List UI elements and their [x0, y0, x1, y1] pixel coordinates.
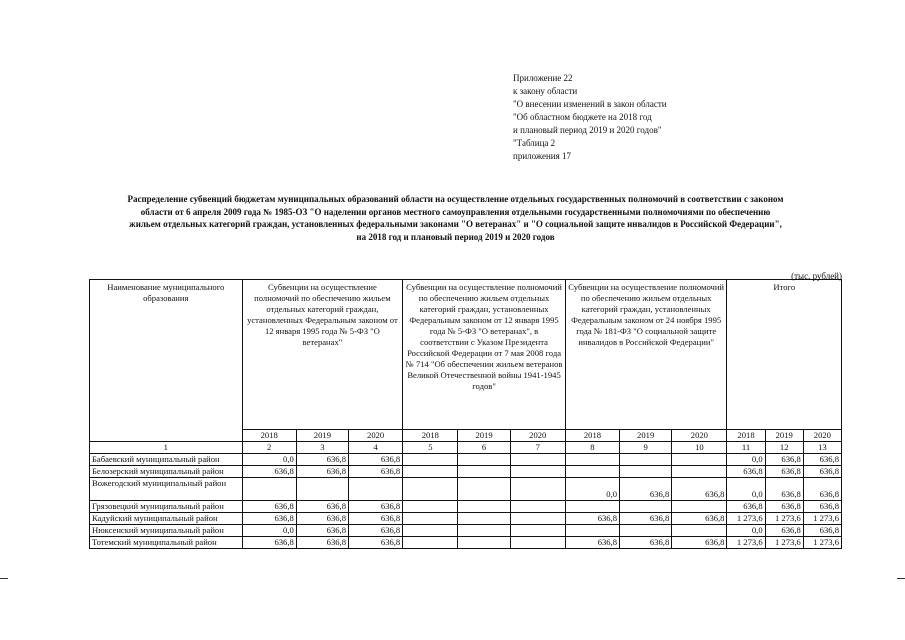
- title-line: жильем отдельных категорий граждан, установленных федеральными законами "О ветеранах" и "О социальной защите инвалидов в Российской Федерации",: [129, 219, 782, 229]
- value-cell: [403, 478, 458, 501]
- municipality-name-cell: Белозерский муниципальный район: [90, 466, 243, 478]
- value-cell: 636,8: [565, 537, 619, 549]
- value-cell: [458, 501, 510, 513]
- annex-line: приложения 17: [513, 151, 572, 161]
- table-row: [90, 501, 842, 513]
- subvention-table: [89, 279, 842, 549]
- value-cell: [510, 501, 565, 513]
- municipality-name-cell: Грязовецкий муниципальный район: [90, 501, 243, 513]
- table-row: [90, 478, 842, 501]
- value-cell: 1 273,6: [803, 537, 841, 549]
- annex-line: "Таблица 2: [513, 138, 556, 148]
- value-cell: 636,8: [620, 478, 672, 501]
- table-row: [90, 513, 842, 525]
- value-cell: [403, 454, 458, 466]
- year-header-cell: 2019: [620, 430, 672, 442]
- value-cell: 636,8: [242, 466, 296, 478]
- value-cell: 636,8: [349, 501, 403, 513]
- year-header-cell: 2018: [403, 430, 458, 442]
- value-cell: 636,8: [803, 525, 841, 537]
- value-cell: 636,8: [296, 537, 348, 549]
- year-header-cell: 2019: [765, 430, 803, 442]
- value-cell: [349, 478, 403, 501]
- table-row: [90, 525, 842, 537]
- title-line: на 2018 год и плановый период 2019 и 2020 годов: [356, 231, 555, 242]
- group-header-wwii-veterans: Субвенции на осуществление полномочий по обеспечению жильем отдельных категорий граждан, установленных Федеральным законом от 12 января 1995 года № 5-ФЗ "О ветеранах", в соответствии с Указом Президента Российской Федерации от 7 мая 2008 года № 714 "Об обеспечении жильем ветеранов Великой Отечественной войны 1941-1945 годов": [403, 280, 566, 430]
- value-cell: [565, 466, 619, 478]
- column-number-cell: 5: [403, 442, 458, 454]
- value-cell: 1 273,6: [803, 513, 841, 525]
- value-cell: 636,8: [349, 466, 403, 478]
- municipality-name-cell: Бабаевский муниципальный район: [90, 454, 243, 466]
- column-number-cell: 6: [458, 442, 510, 454]
- value-cell: 1 273,6: [765, 537, 803, 549]
- value-cell: 636,8: [727, 501, 765, 513]
- value-cell: 636,8: [296, 466, 348, 478]
- municipality-name-cell: Кадуйский муниципальный район: [90, 513, 243, 525]
- value-cell: [403, 466, 458, 478]
- value-cell: [510, 513, 565, 525]
- value-cell: [458, 525, 510, 537]
- column-number-cell: 12: [765, 442, 803, 454]
- value-cell: [620, 501, 672, 513]
- value-cell: 636,8: [565, 513, 619, 525]
- value-cell: [620, 454, 672, 466]
- column-number-row: [90, 442, 842, 454]
- year-header-cell: 2018: [727, 430, 765, 442]
- value-cell: 1 273,6: [727, 537, 765, 549]
- value-cell: [242, 478, 296, 501]
- municipality-name-cell: Тотемский муниципальный район: [90, 537, 243, 549]
- annex-line: и плановый период 2019 и 2020 годов": [513, 125, 662, 135]
- year-header-cell: 2019: [296, 430, 348, 442]
- column-number-cell: 9: [620, 442, 672, 454]
- table-row: [90, 466, 842, 478]
- value-cell: 636,8: [765, 454, 803, 466]
- column-number-cell: 11: [727, 442, 765, 454]
- value-cell: 636,8: [803, 501, 841, 513]
- annex-line: к закону области: [513, 86, 578, 96]
- value-cell: [403, 525, 458, 537]
- year-header-cell: 2018: [565, 430, 619, 442]
- value-cell: [672, 501, 727, 513]
- municipality-name-cell: Вожегодский муниципальный район: [90, 478, 243, 501]
- value-cell: [672, 525, 727, 537]
- value-cell: [403, 537, 458, 549]
- year-header-cell: 2020: [349, 430, 403, 442]
- value-cell: [458, 537, 510, 549]
- value-cell: [565, 501, 619, 513]
- value-cell: [672, 454, 727, 466]
- value-cell: 636,8: [672, 537, 727, 549]
- value-cell: 636,8: [803, 466, 841, 478]
- year-header-cell: 2020: [803, 430, 841, 442]
- value-cell: 636,8: [765, 478, 803, 501]
- column-number-cell: 10: [672, 442, 727, 454]
- value-cell: [510, 478, 565, 501]
- document-title: [88, 193, 823, 243]
- column-number-cell: 7: [510, 442, 565, 454]
- value-cell: [458, 478, 510, 501]
- table-body: [90, 280, 842, 549]
- group-header-row: [90, 280, 842, 430]
- year-header-cell: 2020: [672, 430, 727, 442]
- value-cell: 636,8: [242, 501, 296, 513]
- value-cell: [510, 454, 565, 466]
- value-cell: [620, 466, 672, 478]
- group-header-disabled: Субвенции на осуществление полномочий по обеспечению жильем отдельных категорий граждан, установленных Федеральным законом от 24 ноября 1995 года № 181-ФЗ "О социальной защите инвалидов в Российской Федерации": [565, 280, 727, 430]
- page-edge-mark: [897, 578, 905, 579]
- value-cell: 0,0: [565, 478, 619, 501]
- value-cell: 636,8: [296, 501, 348, 513]
- value-cell: [458, 466, 510, 478]
- annex-line: "Об областном бюджете на 2018 год: [513, 112, 652, 122]
- value-cell: [403, 501, 458, 513]
- value-cell: 636,8: [349, 537, 403, 549]
- column-number-cell: 1: [90, 442, 243, 454]
- value-cell: 636,8: [765, 466, 803, 478]
- page-edge-mark: [0, 578, 8, 579]
- value-cell: 636,8: [349, 454, 403, 466]
- value-cell: 636,8: [242, 537, 296, 549]
- value-cell: [458, 513, 510, 525]
- unit-label: (тыс. рублей): [791, 271, 842, 281]
- title-line: Распределение субвенций бюджетам муниципальных образований области на осуществление отдельных государственных полномочий в соответствии с законом: [127, 194, 784, 204]
- value-cell: 0,0: [727, 454, 765, 466]
- group-header-total: Итого: [727, 280, 842, 430]
- column-number-cell: 4: [349, 442, 403, 454]
- value-cell: 636,8: [620, 537, 672, 549]
- column-number-cell: 3: [296, 442, 348, 454]
- table-row: [90, 537, 842, 549]
- value-cell: 636,8: [349, 525, 403, 537]
- table-row: [90, 454, 842, 466]
- value-cell: 636,8: [296, 513, 348, 525]
- value-cell: 636,8: [296, 454, 348, 466]
- year-header-cell: 2019: [458, 430, 510, 442]
- value-cell: 636,8: [620, 513, 672, 525]
- value-cell: 636,8: [242, 513, 296, 525]
- value-cell: 636,8: [727, 466, 765, 478]
- annex-line: "О внесении изменений в закон области: [513, 99, 667, 109]
- value-cell: 636,8: [672, 513, 727, 525]
- value-cell: [296, 478, 348, 501]
- value-cell: 1 273,6: [765, 513, 803, 525]
- value-cell: 636,8: [803, 478, 841, 501]
- value-cell: 636,8: [349, 513, 403, 525]
- column-number-cell: 13: [803, 442, 841, 454]
- name-column-header: Наименование муниципального образования: [90, 280, 243, 442]
- column-number-cell: 2: [242, 442, 296, 454]
- year-header-cell: 2018: [242, 430, 296, 442]
- value-cell: [510, 466, 565, 478]
- value-cell: [672, 466, 727, 478]
- column-number-cell: 8: [565, 442, 619, 454]
- value-cell: [565, 454, 619, 466]
- value-cell: 0,0: [242, 454, 296, 466]
- value-cell: 636,8: [803, 454, 841, 466]
- value-cell: [510, 537, 565, 549]
- value-cell: 0,0: [242, 525, 296, 537]
- municipality-name-cell: Нюксенский муниципальный район: [90, 525, 243, 537]
- value-cell: 636,8: [296, 525, 348, 537]
- group-header-veterans: Субвенции на осуществление полномочий по обеспечению жильем отдельных категорий граждан, установленных Федеральным законом от 12 января 1995 года № 5-ФЗ "О ветеранах": [242, 280, 403, 430]
- value-cell: [565, 525, 619, 537]
- value-cell: 636,8: [672, 478, 727, 501]
- value-cell: 1 273,6: [727, 513, 765, 525]
- annex-line: Приложение 22: [513, 73, 573, 83]
- title-line: области от 6 апреля 2009 года № 1985-ОЗ "О наделении органов местного самоуправления отдельными государственными полномочиями по обеспечению: [140, 206, 771, 217]
- value-cell: [620, 525, 672, 537]
- year-header-cell: 2020: [510, 430, 565, 442]
- value-cell: [510, 525, 565, 537]
- value-cell: [458, 454, 510, 466]
- value-cell: 0,0: [727, 525, 765, 537]
- value-cell: 636,8: [765, 525, 803, 537]
- value-cell: [403, 513, 458, 525]
- value-cell: 636,8: [765, 501, 803, 513]
- value-cell: 0,0: [727, 478, 765, 501]
- annex-note: [513, 72, 733, 163]
